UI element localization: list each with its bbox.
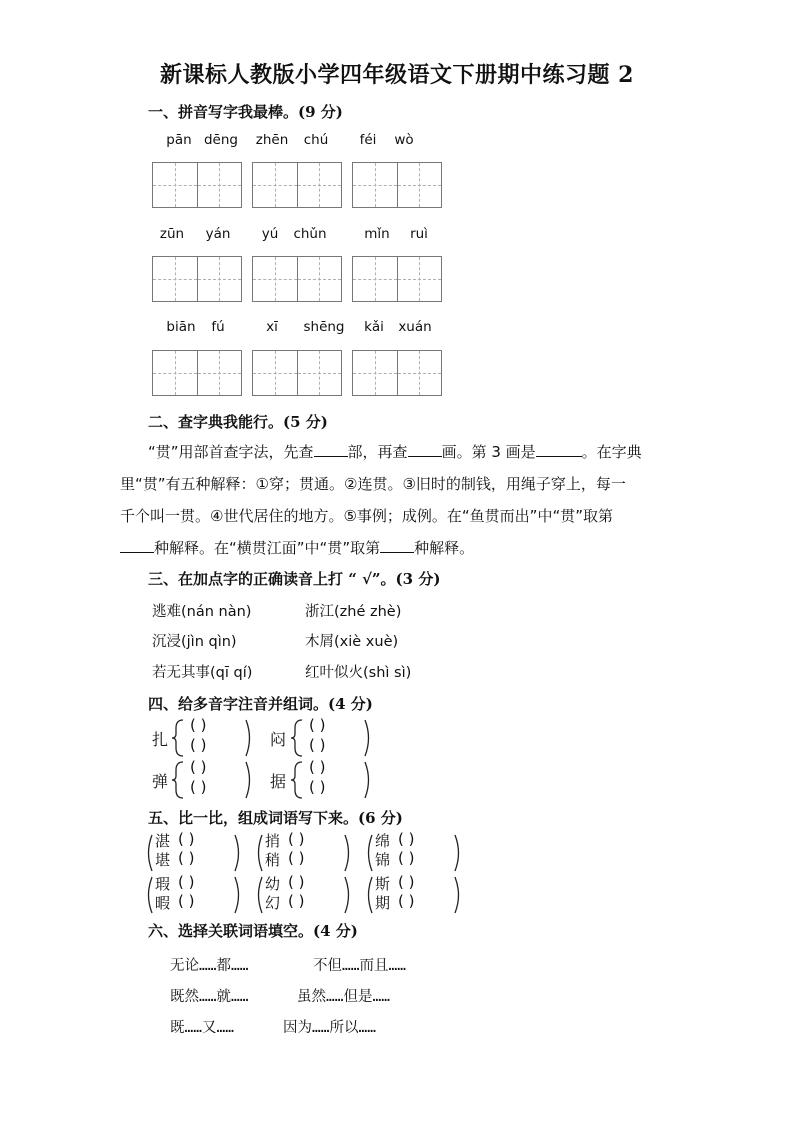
left-paren [366, 875, 374, 915]
answer-paren[interactable]: ( ) [190, 736, 207, 754]
pinyin: ruì [410, 226, 428, 242]
answer-paren[interactable]: ( ) [288, 873, 305, 891]
compare-char: 堪 [155, 851, 171, 869]
compare-char: 幻 [265, 894, 281, 912]
pinyin: fú [211, 319, 225, 335]
left-brace [172, 718, 186, 758]
conjunction-option: 既然……就…… [170, 989, 249, 1005]
pinyin: kǎi [364, 319, 384, 335]
page-title: 新课标人教版小学四年级语文下册期中练习题 2 [160, 62, 634, 88]
pinyin-row-1 [152, 132, 452, 152]
section-1-heading: 一、拼音写字我最棒。(9 分) [148, 103, 343, 121]
writing-box[interactable] [352, 162, 442, 208]
compare-char: 斯 [375, 875, 391, 893]
dictionary-line-1: “贯”用部首查字法，先查 部，再查 画。第 3 画是 。在字典 [148, 443, 642, 461]
left-paren [146, 833, 154, 873]
compare-char: 绵 [375, 832, 391, 850]
pinyin: shēng [303, 319, 345, 335]
compare-char: 期 [375, 894, 391, 912]
answer-paren[interactable]: ( ) [309, 758, 326, 776]
conjunction-option: 不但……而且…… [313, 958, 406, 974]
left-paren [256, 875, 264, 915]
pinyin: zhēn [255, 132, 289, 148]
pinyin: zūn [159, 226, 185, 242]
answer-paren[interactable]: ( ) [309, 778, 326, 796]
answer-paren[interactable]: ( ) [309, 716, 326, 734]
answer-paren[interactable]: ( ) [288, 830, 305, 848]
pinyin: féi [359, 132, 377, 148]
polyphone-char: 闷 [270, 730, 287, 749]
writing-box[interactable] [152, 256, 242, 302]
answer-paren[interactable]: ( ) [288, 892, 305, 910]
pinyin: yán [205, 226, 231, 242]
writing-box[interactable] [252, 162, 342, 208]
compare-char: 稍 [265, 851, 281, 869]
pronunciation-item[interactable]: 逃难(nán nàn) [152, 604, 252, 620]
polyphone-char: 据 [270, 772, 287, 791]
answer-paren[interactable]: ( ) [190, 758, 207, 776]
answer-paren[interactable]: ( ) [178, 830, 195, 848]
right-paren [233, 875, 241, 915]
answer-paren[interactable]: ( ) [309, 736, 326, 754]
dictionary-line-3: 千个叫一贯。④世代居住的地方。⑤事例；成例。在“鱼贯而出”中“贯”取第 [120, 507, 613, 525]
fill-blank[interactable] [120, 539, 154, 553]
answer-paren[interactable]: ( ) [190, 778, 207, 796]
right-paren [363, 760, 373, 800]
right-paren [453, 833, 461, 873]
left-brace [291, 718, 305, 758]
pinyin: biān [166, 319, 196, 335]
pronunciation-item[interactable]: 红叶似火(shì sì) [305, 665, 412, 681]
pinyin: chǔn [293, 226, 327, 242]
section-5-heading: 五、比一比，组成词语写下来。(6 分) [148, 809, 403, 827]
fill-blank[interactable] [314, 443, 348, 457]
polyphone-char: 弹 [152, 772, 169, 791]
pronunciation-item[interactable]: 浙江(zhé zhè) [305, 604, 402, 620]
right-paren [363, 718, 373, 758]
writing-box[interactable] [152, 162, 242, 208]
writing-box[interactable] [252, 256, 342, 302]
writing-box[interactable] [352, 350, 442, 396]
dictionary-line-2: 里“贯”有五种解释：①穿；贯通。②连贯。③旧时的制钱，用绳子穿上，每一 [120, 475, 626, 493]
answer-paren[interactable]: ( ) [398, 830, 415, 848]
answer-paren[interactable]: ( ) [178, 892, 195, 910]
pinyin: wò [394, 132, 414, 148]
right-paren [244, 718, 254, 758]
right-paren [343, 833, 351, 873]
writing-box[interactable] [252, 350, 342, 396]
pinyin: xuán [398, 319, 432, 335]
answer-paren[interactable]: ( ) [178, 873, 195, 891]
pinyin: dēng [203, 132, 239, 148]
left-paren [366, 833, 374, 873]
right-paren [343, 875, 351, 915]
conjunction-option: 无论……都…… [170, 958, 249, 974]
section-6-heading: 六、选择关联词语填空。(4 分) [148, 922, 358, 940]
fill-blank[interactable] [380, 539, 414, 553]
answer-paren[interactable]: ( ) [288, 849, 305, 867]
dictionary-line-4: 种解释。在“横贯江面”中“贯”取第 种解释。 [120, 537, 680, 558]
conjunction-option: 因为……所以…… [283, 1020, 376, 1036]
left-paren [146, 875, 154, 915]
answer-paren[interactable]: ( ) [398, 892, 415, 910]
conjunction-option: 既……又…… [170, 1020, 234, 1036]
right-paren [453, 875, 461, 915]
answer-paren[interactable]: ( ) [178, 849, 195, 867]
pronunciation-item[interactable]: 若无其事(qī qí) [152, 665, 253, 681]
pronunciation-item[interactable]: 木屑(xiè xuè) [305, 634, 399, 650]
answer-paren[interactable]: ( ) [398, 873, 415, 891]
section-4-heading: 四、给多音字注音并组词。(4 分) [148, 695, 373, 713]
compare-char: 瑕 [155, 875, 171, 893]
section-2-heading: 二、查字典我能行。(5 分) [148, 413, 328, 431]
left-brace [291, 760, 305, 800]
answer-paren[interactable]: ( ) [190, 716, 207, 734]
compare-char: 湛 [155, 832, 171, 850]
pronunciation-item[interactable]: 沉浸(jìn qìn) [152, 634, 237, 650]
left-brace [172, 760, 186, 800]
pinyin: mǐn [364, 226, 390, 242]
fill-blank[interactable] [408, 443, 442, 457]
pinyin: yú [261, 226, 279, 242]
pinyin-row-3 [152, 319, 452, 339]
fill-blank[interactable] [536, 443, 582, 457]
polyphone-char: 扎 [152, 730, 169, 749]
right-paren [244, 760, 254, 800]
conjunction-option: 虽然……但是…… [297, 989, 390, 1005]
pinyin: pān [166, 132, 192, 148]
compare-char: 暇 [155, 894, 171, 912]
compare-char: 幼 [265, 875, 281, 893]
pinyin: xī [266, 319, 278, 335]
pinyin: chú [303, 132, 329, 148]
writing-box[interactable] [352, 256, 442, 302]
answer-paren[interactable]: ( ) [398, 849, 415, 867]
right-paren [233, 833, 241, 873]
compare-char: 捎 [265, 832, 281, 850]
pinyin-row-2 [152, 226, 452, 246]
left-paren [256, 833, 264, 873]
section-3-heading: 三、在加点字的正确读音上打 “ √”。(3 分) [148, 570, 441, 588]
compare-char: 锦 [375, 851, 391, 869]
writing-box[interactable] [152, 350, 242, 396]
